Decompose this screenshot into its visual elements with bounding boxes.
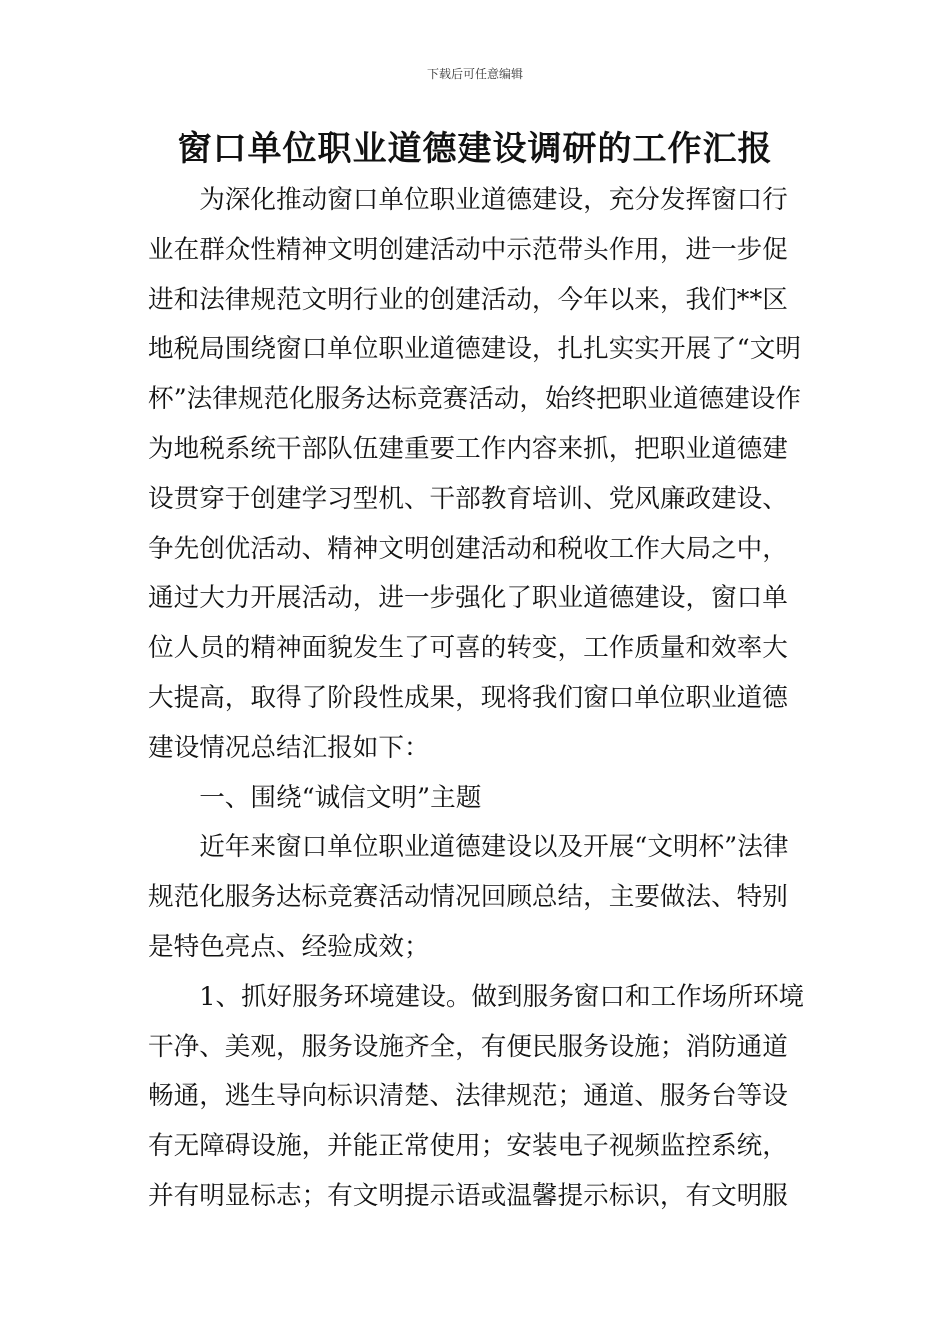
- item-1-paragraph: 1、抓好服务环境建设。做到服务窗口和工作场所环境干净、美观，服务设施齐全，有便民服务设施；消防通道畅通，逃生导向标识清楚、法律规范；通道、服务台等设有无障碍设施，并能正常使用；安装电子视频监控系统，并有明显标志；有文明提示语或温馨提示标识，有文明服: [148, 981, 805, 1211]
- document-body: [148, 176, 808, 1222]
- document-title: 窗口单位职业道德建设调研的工作汇报: [177, 129, 773, 169]
- section-1-heading: 一、围绕“诚信文明”主题: [199, 782, 482, 813]
- intro-paragraph: 为深化推动窗口单位职业道德建设，充分发挥窗口行业在群众性精神文明创建活动中示范带头作用，进一步促进和法律规范文明行业的创建活动，今年以来，我们**区地税局围绕窗口单位职业道德建设，扎扎实实开展了“文明杯”法律规范化服务达标竞赛活动，始终把职业道德建设作为地税系统干部队伍建重要工作内容来抓，把职业道德建设贯穿于创建学习型机、干部教育培训、党风廉政建设、争先创优活动、精神文明创建活动和税收工作大局之中，通过大力开展活动，进一步强化了职业道德建设，窗口单位人员的精神面貌发生了可喜的转变，工作质量和效率大大提高，取得了阶段性成果，现将我们窗口单位职业道德建设情况总结汇报如下：: [148, 185, 801, 763]
- page-header-note: 下载后可任意编辑: [426, 67, 523, 81]
- section-1-paragraph: 近年来窗口单位职业道德建设以及开展“文明杯”法律规范化服务达标竞赛活动情况回顾总结，主要做法、特别是特色亮点、经验成效；: [148, 832, 789, 962]
